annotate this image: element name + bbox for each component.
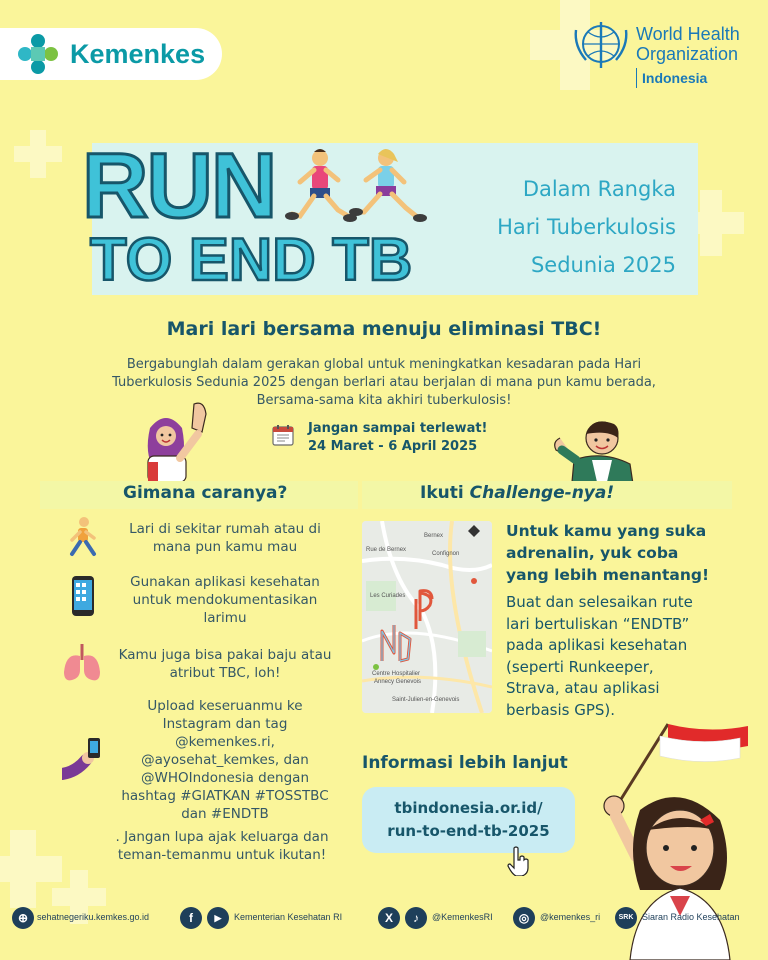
- challenge-desc-line5: Strava, atau aplikasi: [506, 679, 660, 697]
- who-logo: [572, 18, 752, 90]
- hero-subtitle: [452, 170, 676, 284]
- intro-line1: Bergabunglah dalam gerakan global untuk meningkatkan kesadaran pada Hari: [126, 357, 642, 372]
- deadline-label: Jangan sampai terlewat!: [308, 421, 488, 436]
- smartphone-icon: [62, 574, 102, 618]
- calendar-icon: [272, 424, 294, 446]
- step-1-line2: mana pun kamu mau: [152, 539, 298, 555]
- hand-cursor-icon: [506, 846, 530, 876]
- step-3-line1: Kamu juga bisa pakai baju atau: [118, 647, 332, 663]
- hijab-girl-illustration: [136, 398, 216, 482]
- footer-website[interactable]: sehatnegeriku.kemkes.go.id: [37, 912, 150, 922]
- step-4-line4: @ayosehat_kemkes, dan: [141, 752, 309, 768]
- step-2-line1: Gunakan aplikasi kesehatan: [130, 574, 320, 590]
- step-4-line7: dan #ENDTB: [181, 806, 269, 822]
- footer-radio[interactable]: Siaran Radio Kesehatan: [642, 912, 740, 922]
- challenge-desc-line1: Buat dan selesaikan rute: [506, 593, 693, 611]
- challenge-desc-line6: berbasis GPS).: [506, 700, 616, 719]
- hero-title-to-end-tb: TO END TB: [90, 226, 413, 293]
- who-emblem-icon: [572, 20, 630, 70]
- tiktok-icon[interactable]: ♪: [405, 907, 427, 929]
- deadline-dates: 24 Maret - 6 April 2025: [308, 439, 478, 454]
- challenge-bold-line2: adrenalin, yuk coba: [506, 544, 679, 562]
- step-4-text: [112, 697, 338, 823]
- challenge-desc-line4: (seperti Runkeeper,: [506, 657, 654, 676]
- step-1-text: [112, 520, 338, 556]
- info-link-line2: run-to-end-tb-2025: [387, 822, 550, 840]
- step-2-line3: larimu: [203, 610, 247, 626]
- step-4-line5: @WHOIndonesia dengan: [140, 770, 310, 786]
- step-4-line3: @kemenkes.ri,: [175, 734, 275, 750]
- footer-youtube-channel[interactable]: Kementerian Kesehatan RI: [234, 912, 343, 922]
- map-label-confignon: Confignon: [432, 551, 460, 557]
- intro-line3: Bersama-sama kita akhiri tuberkulosis!: [256, 393, 512, 408]
- map-label-curiades: Les Curiades: [370, 593, 406, 599]
- lungs-icon: [62, 640, 102, 684]
- hero-title-run: RUN: [82, 135, 276, 237]
- footer-x-handle[interactable]: @KemenkesRI: [432, 912, 493, 922]
- runners-icon: [282, 146, 434, 232]
- challenge-title-prefix: Ikuti: [420, 483, 470, 503]
- info-link[interactable]: [362, 787, 575, 853]
- step-3-text: [112, 646, 338, 682]
- runner-icon: [62, 516, 102, 560]
- map-label-saint-julien: Saint-Julien-en-Genevois: [392, 697, 460, 703]
- hero-subtitle-line1: Dalam Rangka: [522, 177, 676, 201]
- info-link-line1: tbindonesia.or.id/: [394, 799, 543, 817]
- who-name-line1: World Health: [636, 24, 740, 44]
- footer-ig-handle[interactable]: @kemenkes_ri: [540, 912, 601, 922]
- kemenkes-logo: [0, 28, 222, 80]
- how-section-title: Gimana caranya?: [123, 483, 288, 503]
- intro-line2: Tuberkulosis Sedunia 2025 dengan berlari atau berjalan di mana pun kamu berada,: [112, 375, 656, 390]
- who-country: Indonesia: [642, 70, 708, 86]
- step-3-line2: atribut TBC, loh!: [169, 665, 281, 681]
- instagram-icon[interactable]: ◎: [513, 907, 535, 929]
- hero-subtitle-line3: Sedunia 2025: [530, 253, 676, 277]
- map-label-annecy: Annecy Genevois: [374, 679, 422, 685]
- kemenkes-mark-icon: [18, 34, 58, 74]
- challenge-desc-line2: lari bertuliskan “ENDTB”: [506, 614, 690, 633]
- radio-icon[interactable]: SRK: [615, 907, 637, 929]
- phone-hand-icon: [62, 738, 102, 782]
- map-label-bernex: Bernex: [424, 533, 444, 539]
- who-divider: [636, 68, 637, 88]
- map-label-hospital: Centre Hospitalier: [372, 671, 421, 677]
- map-label-bernex-road: Rue de Bernex: [366, 547, 407, 553]
- kemenkes-brand-text: Kemenkes: [70, 38, 206, 69]
- challenge-title-italic: Challenge-nya!: [469, 483, 615, 503]
- challenge-bold-line3: yang lebih menantang!: [506, 566, 710, 584]
- step-2-line2: untuk mendokumentasikan: [132, 592, 318, 608]
- gps-route-map: [362, 521, 492, 713]
- globe-icon: ⊕: [12, 907, 34, 929]
- who-name-line2: Organization: [636, 44, 739, 64]
- step-5-line1: . Jangan lupa ajak keluarga dan: [115, 829, 329, 845]
- hero-subtitle-line2: Hari Tuberkulosis: [497, 215, 676, 239]
- intro-headline: Mari lari bersama menuju eliminasi TBC!: [166, 318, 602, 340]
- challenge-desc-line3: pada aplikasi kesehatan: [506, 636, 688, 654]
- step-4-line6: hashtag #GIATKAN #TOSSTBC: [121, 788, 329, 804]
- youtube-icon[interactable]: ▶: [207, 907, 229, 929]
- challenge-section-title: [420, 483, 614, 503]
- step-4-line2: Instagram dan tag: [162, 716, 288, 732]
- x-icon[interactable]: X: [378, 907, 400, 929]
- facebook-icon[interactable]: f: [180, 907, 202, 929]
- info-title: Informasi lebih lanjut: [362, 753, 568, 773]
- step-4-line1: Upload keseruanmu ke: [147, 698, 303, 714]
- challenge-bold-line1: Untuk kamu yang suka: [506, 522, 707, 540]
- step-1-line1: Lari di sekitar rumah atau di: [129, 521, 321, 537]
- step-2-text: [112, 573, 338, 627]
- step-5-text: [102, 828, 342, 864]
- challenge-bold-text: [506, 520, 746, 586]
- challenge-description: [506, 592, 746, 721]
- step-5-line2: teman-temanmu untuk ikutan!: [117, 847, 327, 863]
